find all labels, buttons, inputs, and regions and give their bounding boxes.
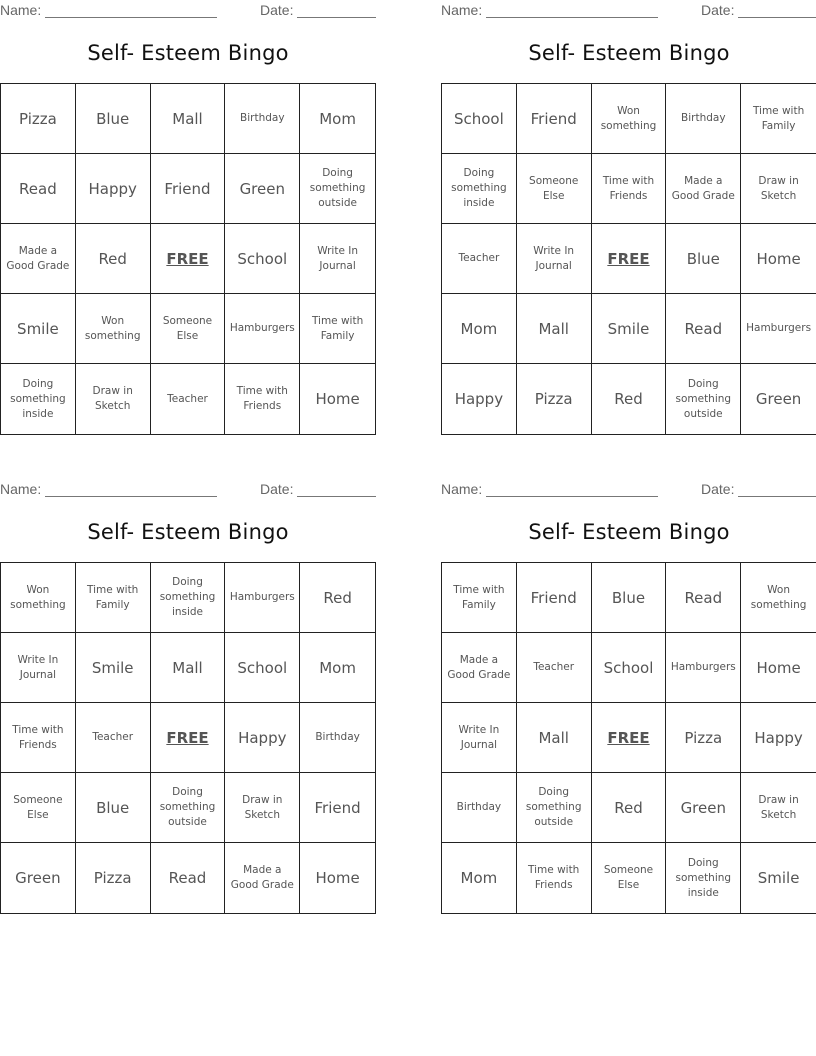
name-blank-line	[45, 496, 217, 497]
bingo-cell: Hamburgers	[741, 294, 816, 364]
bingo-cell: Blue	[76, 84, 151, 154]
bingo-card	[441, 479, 816, 899]
bingo-cell: Blue	[76, 773, 151, 843]
name-label: Name:	[0, 2, 42, 18]
card-title: Self- Esteem Bingo	[528, 520, 730, 544]
bingo-cell: Home	[315, 869, 360, 887]
bingo-cell: Doing something outside	[151, 773, 226, 843]
card-title: Self- Esteem Bingo	[87, 520, 289, 544]
bingo-cell: Someone Else	[151, 294, 226, 364]
bingo-cell: Hamburgers	[225, 563, 300, 633]
bingo-cell: Write In Journal	[517, 224, 592, 294]
bingo-cell: Doing something outside	[300, 154, 375, 224]
bingo-cell: Made a Good Grade	[442, 633, 517, 703]
bingo-cell: Birthday	[666, 84, 741, 154]
bingo-grid	[0, 562, 376, 914]
bingo-card	[0, 479, 376, 891]
bingo-cell: Green	[666, 773, 741, 843]
bingo-cell: Home	[315, 390, 360, 408]
bingo-cell: Time with Friends	[1, 703, 76, 773]
bingo-cell: Mall	[517, 294, 592, 364]
bingo-cell: Teacher	[517, 633, 592, 703]
bingo-cell: Read	[666, 563, 741, 633]
bingo-cell: Doing something outside	[666, 364, 741, 434]
bingo-cell: Happy	[442, 364, 517, 434]
bingo-cell: Pizza	[666, 703, 741, 773]
bingo-cell: Someone Else	[1, 773, 76, 843]
bingo-cell: Red	[592, 364, 667, 434]
card-title: Self- Esteem Bingo	[528, 41, 730, 65]
bingo-cell: Pizza	[76, 843, 151, 913]
bingo-cell: Read	[666, 294, 741, 364]
bingo-cell: Friend	[517, 563, 592, 633]
bingo-cell: Friend	[300, 773, 375, 843]
bingo-cell: Made a Good Grade	[225, 843, 300, 913]
bingo-cell: School	[225, 633, 300, 703]
bingo-cell: Red	[592, 773, 667, 843]
bingo-cell: Pizza	[1, 84, 76, 154]
bingo-cell: Read	[1, 154, 76, 224]
bingo-cell: Time with Friends	[225, 364, 300, 434]
date-blank-line	[738, 17, 816, 18]
name-label: Name:	[441, 2, 483, 18]
date-label: Date:	[260, 481, 294, 497]
bingo-cell: School	[225, 224, 300, 294]
bingo-cell: Mom	[300, 633, 375, 703]
bingo-cell: Smile	[76, 633, 151, 703]
name-label: Name:	[441, 481, 483, 497]
bingo-cell: Draw in Sketch	[76, 364, 151, 434]
bingo-cell: Someone Else	[517, 154, 592, 224]
bingo-cell: Someone Else	[592, 843, 667, 913]
bingo-cell: Home	[741, 633, 816, 703]
bingo-cell: Red	[76, 224, 151, 294]
bingo-cell: Hamburgers	[225, 294, 300, 364]
name-date-row	[0, 0, 376, 22]
bingo-cell: Birthday	[300, 703, 375, 773]
bingo-cell: Red	[300, 563, 375, 633]
bingo-cell: Mom	[300, 84, 375, 154]
bingo-cell: Green	[1, 843, 76, 913]
date-blank-line	[297, 17, 376, 18]
date-blank-line	[738, 496, 816, 497]
free-space-cell: FREE	[151, 224, 226, 294]
bingo-cell: Time with Family	[741, 84, 816, 154]
bingo-cell: Pizza	[517, 364, 592, 434]
name-date-row	[0, 479, 376, 501]
bingo-grid	[0, 83, 376, 435]
bingo-cell: Mall	[151, 84, 226, 154]
bingo-cell: Blue	[592, 563, 667, 633]
bingo-cell: Happy	[741, 703, 816, 773]
bingo-cell: Mom	[442, 843, 517, 913]
bingo-grid	[441, 562, 816, 914]
bingo-cell: Won something	[592, 84, 667, 154]
name-blank-line	[486, 17, 658, 18]
bingo-cell: Doing something inside	[151, 563, 226, 633]
bingo-cell: Mall	[517, 703, 592, 773]
name-label: Name:	[0, 481, 42, 497]
date-blank-line	[297, 496, 376, 497]
bingo-cell: Write In Journal	[300, 224, 375, 294]
free-space-cell: FREE	[151, 703, 226, 773]
bingo-cell: Teacher	[151, 364, 226, 434]
bingo-cell: Blue	[666, 224, 741, 294]
bingo-cell: Smile	[592, 294, 667, 364]
name-blank-line	[486, 496, 658, 497]
bingo-cell: Happy	[76, 154, 151, 224]
bingo-cell: Friend	[151, 154, 226, 224]
bingo-cell: Time with Family	[300, 294, 375, 364]
bingo-cell: Doing something inside	[666, 843, 741, 913]
bingo-card	[0, 0, 376, 420]
bingo-card	[441, 0, 816, 420]
bingo-cell: Smile	[757, 869, 800, 887]
bingo-cell: Birthday	[225, 84, 300, 154]
bingo-cell: Time with Family	[76, 563, 151, 633]
bingo-cell: Birthday	[442, 773, 517, 843]
date-label: Date:	[701, 481, 735, 497]
bingo-cell: Made a Good Grade	[1, 224, 76, 294]
bingo-cell: Won something	[1, 563, 76, 633]
bingo-cell: Teacher	[442, 224, 517, 294]
bingo-cell: Doing something inside	[1, 364, 76, 434]
bingo-cell: Draw in Sketch	[225, 773, 300, 843]
free-space-cell: FREE	[592, 224, 667, 294]
free-space-cell: FREE	[592, 703, 667, 773]
bingo-cell: Doing something outside	[517, 773, 592, 843]
bingo-cell: Friend	[517, 84, 592, 154]
bingo-cell: School	[442, 84, 517, 154]
bingo-cell: Mom	[442, 294, 517, 364]
card-title: Self- Esteem Bingo	[87, 41, 289, 65]
bingo-cell: Won something	[76, 294, 151, 364]
bingo-cell: Made a Good Grade	[666, 154, 741, 224]
name-date-row	[441, 0, 816, 22]
name-blank-line	[45, 17, 217, 18]
bingo-cell: Write In Journal	[442, 703, 517, 773]
bingo-cell: Time with Family	[442, 563, 517, 633]
bingo-cell: Time with Friends	[517, 843, 592, 913]
bingo-cell: Hamburgers	[666, 633, 741, 703]
bingo-cell: Green	[225, 154, 300, 224]
bingo-grid	[441, 83, 816, 435]
bingo-cell: Smile	[1, 294, 76, 364]
bingo-cell: Home	[741, 224, 816, 294]
name-date-row	[441, 479, 816, 501]
bingo-cell: Green	[755, 390, 802, 408]
bingo-cell: Write In Journal	[1, 633, 76, 703]
bingo-cell: Doing something inside	[442, 154, 517, 224]
date-label: Date:	[260, 2, 294, 18]
bingo-cell: Mall	[151, 633, 226, 703]
bingo-cell: Teacher	[76, 703, 151, 773]
bingo-cell: Won something	[741, 563, 816, 633]
bingo-cell: Read	[151, 843, 226, 913]
bingo-cell: Draw in Sketch	[741, 773, 816, 843]
bingo-cell: School	[592, 633, 667, 703]
bingo-cell: Happy	[225, 703, 300, 773]
date-label: Date:	[701, 2, 735, 18]
bingo-cell: Draw in Sketch	[741, 154, 816, 224]
bingo-cell: Time with Friends	[592, 154, 667, 224]
